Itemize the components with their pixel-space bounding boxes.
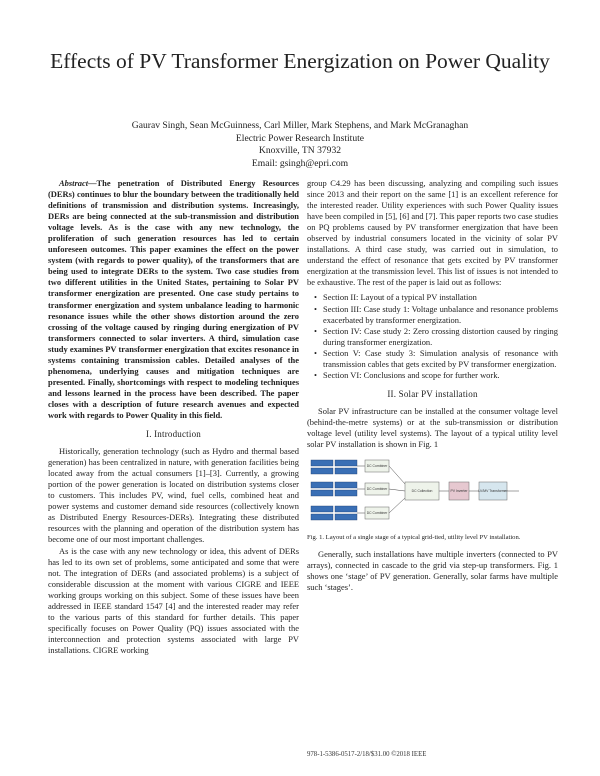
abstract-label: Abstract — [59, 178, 89, 188]
pv-panel — [335, 514, 357, 520]
dc-combiner-2-label: DC Combiner — [366, 487, 388, 492]
right-column — [307, 178, 558, 593]
dc-combiner-1-label: DC Combiner — [366, 464, 388, 469]
pv-panel — [335, 460, 357, 466]
author-list: Gaurav Singh, Sean McGuinness, Carl Miller, Mark Stephens, and Mark McGranaghan — [131, 120, 469, 131]
figure-1-caption: Fig. 1. Layout of a single stage of a typical grid-tied, utility level PV installation. — [307, 534, 521, 542]
left-column — [48, 178, 299, 656]
email: Email: gsingh@epri.com — [251, 157, 349, 169]
intro-paragraph-1: Historically, generation technology (such as Hydro and thermal based generation) has been centralized in nature, with generation facilities being located away from the actual consumers [1]–[3]. Currently, a growing portion of the power generation is located on distribution systems closer to customers. This includes PV, wind, fuel cells, combined heat and power systems and customer demand side resources (collectively known as Distributed Energy Resources-DERs). Integrating these distributed resources with the planning and operation of the distribution system has become one of our most important challenges. — [48, 446, 299, 545]
section-heading-solar-pv: II. Solar PV installation — [387, 388, 478, 399]
pv-panel — [335, 482, 357, 488]
dc-collection-label: DC Collection — [411, 489, 433, 494]
paper-title: Effects of PV Transformer Energization on Power Quality — [50, 49, 550, 73]
pv-inverter-label: PV Inverter — [450, 489, 468, 494]
pv-panel — [335, 506, 357, 512]
outline-item: • Section IV: Case study 2: Zero crossing distortion caused by ringing during transformer energization. — [323, 326, 558, 348]
section-heading-introduction: I. Introduction — [146, 429, 201, 440]
copyright-footer: 978-1-5386-0517-2/18/$31.00 ©2018 IEEE — [307, 751, 427, 758]
pv-panel — [335, 468, 357, 474]
pv-panel — [311, 482, 333, 488]
outline-item: • Section V: Case study 3: Simulation analysis of resonance with transmission cables that gets excited by PV transformer energization. — [323, 348, 558, 370]
intro-paragraph-2: As is the case with any new technology or idea, this advent of DERs has led to its own set of problems, some anticipated and some that were not. The integration of DERs (and associated problems) is a subject of considerable discussion at the moment with various CIGRE and IEEE working groups working on this subject. Some of these issues have been addressed in IEEE standard 1547 [4] and the interested reader may refer to the various parts of this standard for further details. This paper specifically focuses on Power Quality (PQ) issues associated with the interconnection and protection systems associated with large PV installations. CIGRE working — [48, 545, 299, 655]
intro-continuation: group C4.29 has been discussing, analyzing and compiling such issues since 2013 and their report on the same [1] is an excellent reference for the interested reader. Utility experiences with such Power Quality issues have been compiled in [5], [6] and [7]. This paper reports two case studies on PQ problems caused by PV transformer energization that have been observed by industrial consumers located in the vicinity of solar PV installations. A third case study, was carried out in simulation, to understand the effect of resonance that gets excited by PV transformer energization at the transmission level. This list of issues is not intended to be exhaustive. The rest of the paper is laid out as follows: — [307, 178, 558, 288]
outline-list — [307, 292, 558, 380]
outline-item: • Section VI: Conclusions and scope for further work. — [323, 370, 558, 381]
pv-panel — [311, 460, 333, 466]
solar-pv-paragraph-2: Generally, such installations have multiple inverters (connected to PV arrays), connected in cascade to the grid via step-up transformers. Fig. 1 shows one ‘stage’ of PV generation. Generally, solar farms have multiple such ‘stages’. — [307, 549, 558, 593]
transformer-label: LV/MV Transformer — [478, 489, 508, 494]
pv-panel — [311, 514, 333, 520]
pv-panel — [311, 506, 333, 512]
pv-panel — [311, 468, 333, 474]
dc-combiner-3-label: DC Combiner — [366, 511, 388, 516]
location: Knoxville, TN 37932 — [258, 145, 342, 157]
pv-layout-diagram — [307, 454, 558, 530]
solar-pv-paragraph-1: Solar PV infrastructure can be installed at the consumer voltage level (behind-the-metre systems) or at the sub-transmission or distribution voltage level (utility level systems). The layout of a typical utility level solar PV installation is shown in Fig. 1 — [307, 405, 558, 450]
abstract — [48, 178, 299, 421]
affiliation: Electric Power Research Institute — [235, 132, 365, 144]
pv-panel — [311, 490, 333, 496]
author-block — [40, 120, 560, 170]
outline-item: • Section III: Case study 1: Voltage unbalance and resonance problems exacerbated by transformer energization. — [323, 304, 558, 326]
pv-panel — [335, 490, 357, 496]
outline-item: • Section II: Layout of a typical PV installation — [323, 292, 558, 303]
abstract-text: —The penetration of Distributed Energy Resources (DERs) continues to blur the boundary between the traditionally held definitions of transmission and distribution systems. Increasingly, DERs are being connected at the sub-transmission and distribution voltage levels. As is the case with any new technology, the proliferation of such generation resources has led to certain unforeseen outcomes. This paper examines the effect on the power system (with regards to power quality), of the transformers that are being used to integrate DERs to the system. Two case studies from two different utilities in the United States, pertaining to Solar PV transformer energization are presented. One case study pertains to transformer energization and system unbalance leading to harmonic resonance issues while the other shows distortion around the zero crossing of the voltage caused by ringing during energization of PV transformers connected to solar inverters. A third, simulation case study examines PV transformer energization that excites resonance in systems containing transmission cables. Detailed analyses of the phenomena, underlying causes and mitigation techniques are presented. Finally, shortcomings with respect to modeling techniques and lessons learned in the process have been described. The paper closes with a description of future research avenues and expected work with regards to Power Quality in this field. — [48, 178, 299, 420]
figure-1-pv-layout — [307, 454, 558, 530]
